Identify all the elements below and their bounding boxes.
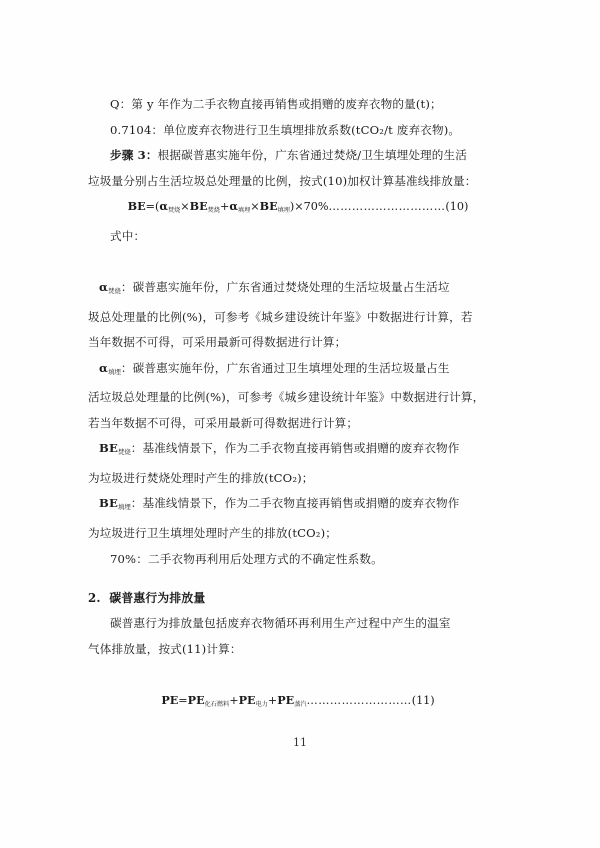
definition-be-landfill-line-1 (88, 491, 512, 521)
formula-10-equals: = (145, 200, 155, 214)
formula-11-term-2: PE (238, 692, 256, 707)
definition-alpha-incineration-line-3: 当年数据不可得，可采用最新可得数据进行计算； (88, 335, 347, 350)
formula-10-percent: 70% (303, 200, 329, 214)
definition-uncertainty-factor: 70%：二手衣物再利用后处理方式的不确定性系数。 (110, 551, 383, 566)
definition-alpha-landfill-line-1 (88, 356, 512, 386)
alpha-incineration-text-1: ：碳普惠实施年份，广东省通过焚烧处理的生活垃圾量占生活垃 (120, 280, 450, 294)
formula-10-plus: + (219, 200, 230, 214)
definition-alpha-landfill-line-2: 活垃圾总处理量的比例(%)，可参考《城乡建设统计年鉴》中数据进行计算， (88, 390, 485, 405)
be-incineration-subscript: 焚烧 (117, 448, 131, 457)
formula-11-leader-dots: ……………………… (306, 693, 412, 707)
formula-11-plus-2: + (267, 693, 278, 707)
spacer (88, 572, 512, 585)
formula-10-alpha-2-subscript: 填埋 (237, 207, 251, 215)
formula-10-number: (10) (445, 200, 469, 214)
where-label: 式中： (110, 228, 146, 243)
section-heading-2 (88, 585, 512, 611)
formula-10 (88, 194, 512, 223)
formula-11-equals: = (178, 693, 188, 707)
pe-paragraph-line-2: 气体排放量，按式(11)计算： (88, 641, 242, 656)
alpha-landfill-text-1: ：碳普惠实施年份，广东省通过卫生填埋处理的生活垃圾量占生 (120, 360, 450, 375)
definition-alpha-incineration-line-2: 圾总处理量的比例(%)，可参考《城乡建设统计年鉴》中数据进行计算，若 (88, 309, 473, 324)
formula-10-times-3: × (294, 200, 304, 214)
formula-10-lhs: BE (127, 199, 146, 214)
formula-11-term-3: PE (277, 692, 295, 707)
page-number: 11 (293, 736, 307, 749)
formula-10-alpha-1: α (159, 199, 168, 214)
be-incineration-symbol: BE (99, 441, 118, 456)
step-3-label: 步骤 3： (110, 148, 158, 163)
spacer (88, 249, 512, 275)
formula-11-term-3-subscript: 蒸汽 (294, 700, 307, 708)
be-landfill-text-1: ：基准线情景下，作为二手衣物直接再销售或捐赠的废弃衣物作 (130, 496, 460, 511)
formula-11-number: (11) (411, 693, 435, 707)
formula-10-be-1: BE (189, 199, 208, 214)
step-3-paragraph-line-2: 垃圾量分别占生活垃圾总处理量的比例，按式(10)加权计算基准线排放量： (88, 173, 477, 188)
formula-10-times-1: × (180, 200, 190, 214)
be-landfill-subscript: 填埋 (117, 503, 131, 512)
formula-11-term-2-subscript: 电力 (255, 700, 268, 708)
step-3-text: 根据碳普惠实施年份，广东省通过焚烧/卫生填埋处理的生活 (157, 148, 468, 163)
formula-10-close-paren: ) (289, 200, 295, 214)
formula-10-be-2-subscript: 填埋 (277, 207, 290, 215)
formula-10-times-2: × (250, 200, 260, 214)
definition-be-incineration-line-1 (88, 436, 512, 466)
pe-paragraph-line-1: 碳普惠行为排放量包括废弃衣物循环再利用生产过程中产生的温室 (110, 616, 451, 631)
formula-11-term-1: PE (187, 692, 205, 707)
formula-11-plus-1: + (229, 693, 239, 707)
alpha-landfill-symbol: α (99, 360, 109, 375)
formula-10-be-2: BE (259, 199, 278, 214)
be-incineration-text-1: ：基准线情景下，作为二手衣物直接再销售或捐赠的废弃衣物作 (130, 441, 460, 456)
formula-11 (88, 688, 512, 717)
section-heading-2-number: 2. (88, 591, 101, 606)
formula-10-alpha-2: α (229, 199, 238, 214)
section-heading-2-title: 碳普惠行为排放量 (109, 591, 206, 606)
formula-10-be-1-subscript: 焚烧 (207, 207, 220, 215)
alpha-incineration-symbol: α (99, 280, 109, 294)
step-3-paragraph-line-1 (88, 143, 512, 169)
definition-alpha-landfill-line-3: 若当年数据不可得，可采用最新可得数据进行计算； (88, 415, 359, 430)
formula-10-open-paren: ( (154, 200, 160, 214)
alpha-landfill-subscript: 填埋 (108, 367, 121, 376)
document-body (88, 92, 512, 717)
definition-be-incineration-line-2: 为垃圾进行焚烧处理时产生的排放(tCO₂)； (88, 470, 314, 485)
definition-q: Q：第 y 年作为二手衣物直接再销售或捐赠的废弃衣物的量(t)； (110, 97, 442, 111)
formula-11-term-1-subscript: 化石燃料 (204, 700, 230, 708)
alpha-incineration-subscript: 焚烧 (108, 286, 121, 295)
formula-11-lhs: PE (161, 692, 179, 707)
definition-be-landfill-line-2: 为垃圾进行卫生填埋处理时产生的排放(tCO₂)； (88, 525, 338, 540)
definition-alpha-incineration-line-1 (88, 275, 512, 305)
formula-10-leader-dots: ………………………… (328, 200, 446, 214)
be-landfill-symbol: BE (99, 496, 118, 511)
definition-coefficient: 0.7104：单位废弃衣物进行卫生填埋排放系数(tCO₂/t 废弃衣物)。 (110, 122, 461, 137)
spacer (88, 662, 512, 688)
formula-10-alpha-1-subscript: 焚烧 (167, 207, 181, 215)
